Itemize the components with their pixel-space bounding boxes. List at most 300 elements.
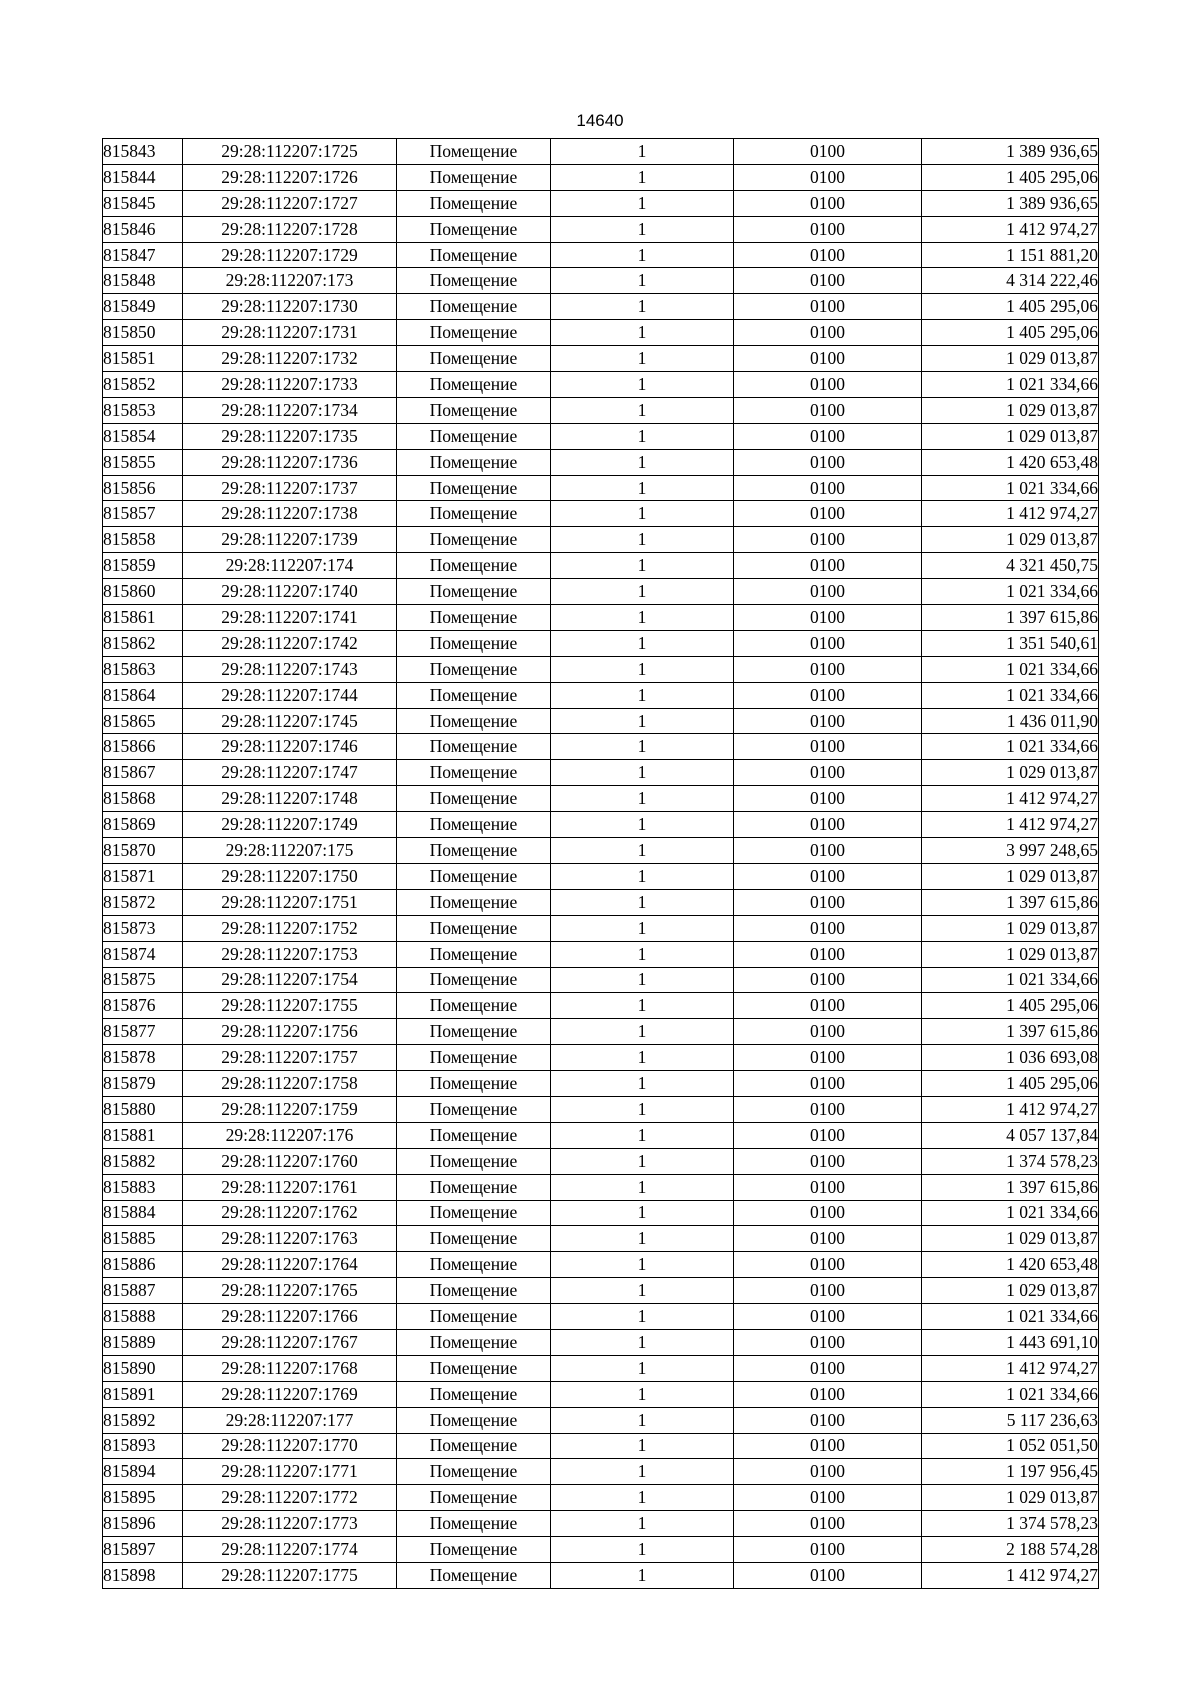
cadastral-number-cell: 29:28:112207:1747 <box>183 760 397 786</box>
quantity-cell: 1 <box>551 708 734 734</box>
row-number-cell: 815898 <box>103 1562 183 1588</box>
row-number-cell: 815843 <box>103 139 183 165</box>
table-row <box>103 941 1099 967</box>
cadastral-number-cell: 29:28:112207:173 <box>183 268 397 294</box>
cadastral-number-cell: 29:28:112207:1742 <box>183 630 397 656</box>
code-cell: 0100 <box>734 812 922 838</box>
row-number-cell: 815862 <box>103 630 183 656</box>
row-number-cell: 815886 <box>103 1252 183 1278</box>
cadastral-value-cell: 1 029 013,87 <box>922 1485 1099 1511</box>
cadastral-number-cell: 29:28:112207:1728 <box>183 216 397 242</box>
row-number-cell: 815883 <box>103 1174 183 1200</box>
table-row <box>103 605 1099 631</box>
quantity-cell: 1 <box>551 372 734 398</box>
row-number-cell: 815860 <box>103 579 183 605</box>
object-type-cell: Помещение <box>397 1278 551 1304</box>
quantity-cell: 1 <box>551 812 734 838</box>
object-type-cell: Помещение <box>397 1304 551 1330</box>
code-cell: 0100 <box>734 786 922 812</box>
object-type-cell: Помещение <box>397 656 551 682</box>
code-cell: 0100 <box>734 1304 922 1330</box>
row-number-cell: 815856 <box>103 475 183 501</box>
cadastral-value-cell: 1 397 615,86 <box>922 889 1099 915</box>
code-cell: 0100 <box>734 1148 922 1174</box>
row-number-cell: 815859 <box>103 553 183 579</box>
object-type-cell: Помещение <box>397 1019 551 1045</box>
code-cell: 0100 <box>734 372 922 398</box>
cadastral-value-cell: 5 117 236,63 <box>922 1407 1099 1433</box>
cadastral-number-cell: 29:28:112207:1748 <box>183 786 397 812</box>
object-type-cell: Помещение <box>397 1252 551 1278</box>
quantity-cell: 1 <box>551 553 734 579</box>
cadastral-value-cell: 1 029 013,87 <box>922 863 1099 889</box>
code-cell: 0100 <box>734 915 922 941</box>
row-number-cell: 815884 <box>103 1200 183 1226</box>
row-number-cell: 815848 <box>103 268 183 294</box>
code-cell: 0100 <box>734 708 922 734</box>
table-row <box>103 1045 1099 1071</box>
row-number-cell: 815864 <box>103 682 183 708</box>
table-row <box>103 1174 1099 1200</box>
table-row <box>103 1381 1099 1407</box>
quantity-cell: 1 <box>551 242 734 268</box>
code-cell: 0100 <box>734 1122 922 1148</box>
row-number-cell: 815858 <box>103 527 183 553</box>
cadastral-number-cell: 29:28:112207:1767 <box>183 1329 397 1355</box>
quantity-cell: 1 <box>551 397 734 423</box>
cadastral-number-cell: 29:28:112207:1733 <box>183 372 397 398</box>
code-cell: 0100 <box>734 1174 922 1200</box>
cadastral-number-cell: 29:28:112207:1769 <box>183 1381 397 1407</box>
object-type-cell: Помещение <box>397 372 551 398</box>
quantity-cell: 1 <box>551 1304 734 1330</box>
cadastral-value-cell: 1 029 013,87 <box>922 1278 1099 1304</box>
table-row <box>103 1278 1099 1304</box>
object-type-cell: Помещение <box>397 449 551 475</box>
row-number-cell: 815888 <box>103 1304 183 1330</box>
quantity-cell: 1 <box>551 1226 734 1252</box>
cadastral-value-cell: 1 412 974,27 <box>922 1562 1099 1588</box>
table-row <box>103 915 1099 941</box>
table-row <box>103 397 1099 423</box>
quantity-cell: 1 <box>551 139 734 165</box>
quantity-cell: 1 <box>551 630 734 656</box>
table-row <box>103 579 1099 605</box>
object-type-cell: Помещение <box>397 734 551 760</box>
code-cell: 0100 <box>734 656 922 682</box>
quantity-cell: 1 <box>551 1355 734 1381</box>
table-body <box>103 139 1099 1589</box>
table-row <box>103 1329 1099 1355</box>
quantity-cell: 1 <box>551 423 734 449</box>
cadastral-number-cell: 29:28:112207:1734 <box>183 397 397 423</box>
cadastral-number-cell: 29:28:112207:174 <box>183 553 397 579</box>
object-type-cell: Помещение <box>397 1174 551 1200</box>
object-type-cell: Помещение <box>397 1381 551 1407</box>
object-type-cell: Помещение <box>397 1355 551 1381</box>
quantity-cell: 1 <box>551 1329 734 1355</box>
cadastral-value-cell: 4 321 450,75 <box>922 553 1099 579</box>
object-type-cell: Помещение <box>397 216 551 242</box>
cadastral-number-cell: 29:28:112207:1755 <box>183 993 397 1019</box>
row-number-cell: 815849 <box>103 294 183 320</box>
code-cell: 0100 <box>734 1355 922 1381</box>
object-type-cell: Помещение <box>397 682 551 708</box>
cadastral-value-cell: 1 052 051,50 <box>922 1433 1099 1459</box>
quantity-cell: 1 <box>551 734 734 760</box>
table-row <box>103 1537 1099 1563</box>
row-number-cell: 815847 <box>103 242 183 268</box>
cadastral-number-cell: 29:28:112207:1746 <box>183 734 397 760</box>
row-number-cell: 815879 <box>103 1071 183 1097</box>
code-cell: 0100 <box>734 1200 922 1226</box>
table-row <box>103 863 1099 889</box>
cadastral-value-cell: 1 374 578,23 <box>922 1511 1099 1537</box>
table-row <box>103 682 1099 708</box>
table-row <box>103 838 1099 864</box>
table-row <box>103 1433 1099 1459</box>
cadastral-value-cell: 1 412 974,27 <box>922 812 1099 838</box>
row-number-cell: 815872 <box>103 889 183 915</box>
code-cell: 0100 <box>734 993 922 1019</box>
table-row <box>103 1096 1099 1122</box>
object-type-cell: Помещение <box>397 553 551 579</box>
code-cell: 0100 <box>734 1019 922 1045</box>
code-cell: 0100 <box>734 760 922 786</box>
row-number-cell: 815852 <box>103 372 183 398</box>
table-row <box>103 1226 1099 1252</box>
cadastral-value-cell: 1 412 974,27 <box>922 216 1099 242</box>
quantity-cell: 1 <box>551 1459 734 1485</box>
object-type-cell: Помещение <box>397 1096 551 1122</box>
quantity-cell: 1 <box>551 346 734 372</box>
quantity-cell: 1 <box>551 1071 734 1097</box>
object-type-cell: Помещение <box>397 423 551 449</box>
quantity-cell: 1 <box>551 1278 734 1304</box>
cadastral-number-cell: 29:28:112207:1773 <box>183 1511 397 1537</box>
row-number-cell: 815877 <box>103 1019 183 1045</box>
table-row <box>103 734 1099 760</box>
quantity-cell: 1 <box>551 1122 734 1148</box>
object-type-cell: Помещение <box>397 1200 551 1226</box>
cadastral-number-cell: 29:28:112207:1745 <box>183 708 397 734</box>
object-type-cell: Помещение <box>397 294 551 320</box>
table-row <box>103 372 1099 398</box>
row-number-cell: 815875 <box>103 967 183 993</box>
code-cell: 0100 <box>734 1562 922 1588</box>
cadastral-value-cell: 1 397 615,86 <box>922 605 1099 631</box>
table-row <box>103 1304 1099 1330</box>
cadastral-value-cell: 1 389 936,65 <box>922 139 1099 165</box>
cadastral-value-cell: 1 029 013,87 <box>922 760 1099 786</box>
quantity-cell: 1 <box>551 1381 734 1407</box>
cadastral-value-cell: 1 405 295,06 <box>922 164 1099 190</box>
row-number-cell: 815851 <box>103 346 183 372</box>
cadastral-value-cell: 1 029 013,87 <box>922 397 1099 423</box>
table-row <box>103 449 1099 475</box>
table-row <box>103 268 1099 294</box>
quantity-cell: 1 <box>551 501 734 527</box>
quantity-cell: 1 <box>551 268 734 294</box>
code-cell: 0100 <box>734 1045 922 1071</box>
cadastral-value-cell: 1 036 693,08 <box>922 1045 1099 1071</box>
code-cell: 0100 <box>734 501 922 527</box>
quantity-cell: 1 <box>551 605 734 631</box>
cadastral-value-cell: 1 029 013,87 <box>922 915 1099 941</box>
object-type-cell: Помещение <box>397 1459 551 1485</box>
object-type-cell: Помещение <box>397 268 551 294</box>
object-type-cell: Помещение <box>397 941 551 967</box>
object-type-cell: Помещение <box>397 164 551 190</box>
code-cell: 0100 <box>734 1433 922 1459</box>
table-row <box>103 993 1099 1019</box>
code-cell: 0100 <box>734 863 922 889</box>
row-number-cell: 815895 <box>103 1485 183 1511</box>
cadastral-value-cell: 1 021 334,66 <box>922 475 1099 501</box>
cadastral-number-cell: 29:28:112207:1760 <box>183 1148 397 1174</box>
table-row <box>103 786 1099 812</box>
cadastral-number-cell: 29:28:112207:1732 <box>183 346 397 372</box>
cadastral-number-cell: 29:28:112207:1739 <box>183 527 397 553</box>
object-type-cell: Помещение <box>397 967 551 993</box>
row-number-cell: 815894 <box>103 1459 183 1485</box>
cadastral-value-cell: 1 412 974,27 <box>922 1355 1099 1381</box>
page-number: 14640 <box>576 111 624 130</box>
row-number-cell: 815882 <box>103 1148 183 1174</box>
quantity-cell: 1 <box>551 475 734 501</box>
table-row <box>103 1407 1099 1433</box>
cadastral-value-cell: 1 412 974,27 <box>922 501 1099 527</box>
cadastral-value-cell: 4 314 222,46 <box>922 268 1099 294</box>
quantity-cell: 1 <box>551 1511 734 1537</box>
row-number-cell: 815869 <box>103 812 183 838</box>
row-number-cell: 815867 <box>103 760 183 786</box>
quantity-cell: 1 <box>551 838 734 864</box>
table-row <box>103 294 1099 320</box>
object-type-cell: Помещение <box>397 1045 551 1071</box>
code-cell: 0100 <box>734 190 922 216</box>
quantity-cell: 1 <box>551 993 734 1019</box>
cadastral-number-cell: 29:28:112207:1736 <box>183 449 397 475</box>
object-type-cell: Помещение <box>397 889 551 915</box>
cadastral-value-cell: 2 188 574,28 <box>922 1537 1099 1563</box>
quantity-cell: 1 <box>551 216 734 242</box>
cadastral-value-cell: 1 420 653,48 <box>922 1252 1099 1278</box>
object-type-cell: Помещение <box>397 1433 551 1459</box>
cadastral-number-cell: 29:28:112207:1730 <box>183 294 397 320</box>
cadastral-value-cell: 1 405 295,06 <box>922 993 1099 1019</box>
code-cell: 0100 <box>734 139 922 165</box>
row-number-cell: 815881 <box>103 1122 183 1148</box>
cadastral-value-cell: 1 021 334,66 <box>922 734 1099 760</box>
cadastral-value-cell: 1 436 011,90 <box>922 708 1099 734</box>
table-row <box>103 527 1099 553</box>
object-type-cell: Помещение <box>397 475 551 501</box>
code-cell: 0100 <box>734 268 922 294</box>
cadastral-value-cell: 1 021 334,66 <box>922 1304 1099 1330</box>
code-cell: 0100 <box>734 1511 922 1537</box>
row-number-cell: 815891 <box>103 1381 183 1407</box>
code-cell: 0100 <box>734 1381 922 1407</box>
row-number-cell: 815892 <box>103 1407 183 1433</box>
row-number-cell: 815854 <box>103 423 183 449</box>
code-cell: 0100 <box>734 941 922 967</box>
row-number-cell: 815890 <box>103 1355 183 1381</box>
object-type-cell: Помещение <box>397 1071 551 1097</box>
object-type-cell: Помещение <box>397 1485 551 1511</box>
quantity-cell: 1 <box>551 915 734 941</box>
quantity-cell: 1 <box>551 863 734 889</box>
cadastral-number-cell: 29:28:112207:1757 <box>183 1045 397 1071</box>
code-cell: 0100 <box>734 1071 922 1097</box>
cadastral-value-cell: 1 405 295,06 <box>922 294 1099 320</box>
object-type-cell: Помещение <box>397 708 551 734</box>
cadastral-value-cell: 1 397 615,86 <box>922 1019 1099 1045</box>
object-type-cell: Помещение <box>397 630 551 656</box>
row-number-cell: 815845 <box>103 190 183 216</box>
object-type-cell: Помещение <box>397 1537 551 1563</box>
cadastral-value-cell: 1 405 295,06 <box>922 1071 1099 1097</box>
code-cell: 0100 <box>734 164 922 190</box>
cadastral-number-cell: 29:28:112207:1753 <box>183 941 397 967</box>
object-type-cell: Помещение <box>397 838 551 864</box>
code-cell: 0100 <box>734 242 922 268</box>
cadastral-value-cell: 1 412 974,27 <box>922 786 1099 812</box>
row-number-cell: 815896 <box>103 1511 183 1537</box>
cadastral-value-cell: 4 057 137,84 <box>922 1122 1099 1148</box>
row-number-cell: 815865 <box>103 708 183 734</box>
cadastral-value-cell: 1 021 334,66 <box>922 682 1099 708</box>
row-number-cell: 815874 <box>103 941 183 967</box>
quantity-cell: 1 <box>551 656 734 682</box>
table-row <box>103 1019 1099 1045</box>
object-type-cell: Помещение <box>397 760 551 786</box>
cadastral-number-cell: 29:28:112207:1750 <box>183 863 397 889</box>
quantity-cell: 1 <box>551 190 734 216</box>
table-row <box>103 889 1099 915</box>
object-type-cell: Помещение <box>397 1122 551 1148</box>
object-type-cell: Помещение <box>397 527 551 553</box>
quantity-cell: 1 <box>551 889 734 915</box>
row-number-cell: 815855 <box>103 449 183 475</box>
code-cell: 0100 <box>734 1252 922 1278</box>
cadastral-number-cell: 29:28:112207:1766 <box>183 1304 397 1330</box>
table-row <box>103 1071 1099 1097</box>
code-cell: 0100 <box>734 1329 922 1355</box>
table-row <box>103 216 1099 242</box>
cadastral-number-cell: 29:28:112207:1740 <box>183 579 397 605</box>
table-row <box>103 1200 1099 1226</box>
cadastral-value-cell: 1 029 013,87 <box>922 346 1099 372</box>
cadastral-value-cell: 1 151 881,20 <box>922 242 1099 268</box>
cadastral-number-cell: 29:28:112207:1741 <box>183 605 397 631</box>
code-cell: 0100 <box>734 1407 922 1433</box>
table-row <box>103 630 1099 656</box>
code-cell: 0100 <box>734 449 922 475</box>
row-number-cell: 815850 <box>103 320 183 346</box>
cadastral-value-cell: 1 412 974,27 <box>922 1096 1099 1122</box>
cadastral-number-cell: 29:28:112207:1775 <box>183 1562 397 1588</box>
code-cell: 0100 <box>734 423 922 449</box>
cadastral-value-cell: 1 397 615,86 <box>922 1174 1099 1200</box>
cadastral-number-cell: 29:28:112207:1744 <box>183 682 397 708</box>
object-type-cell: Помещение <box>397 139 551 165</box>
cadastral-value-table <box>102 138 1099 1589</box>
quantity-cell: 1 <box>551 1148 734 1174</box>
quantity-cell: 1 <box>551 1485 734 1511</box>
code-cell: 0100 <box>734 1459 922 1485</box>
row-number-cell: 815868 <box>103 786 183 812</box>
quantity-cell: 1 <box>551 1096 734 1122</box>
cadastral-number-cell: 29:28:112207:1765 <box>183 1278 397 1304</box>
cadastral-number-cell: 29:28:112207:1726 <box>183 164 397 190</box>
table-row <box>103 1355 1099 1381</box>
cadastral-number-cell: 29:28:112207:1725 <box>183 139 397 165</box>
object-type-cell: Помещение <box>397 346 551 372</box>
object-type-cell: Помещение <box>397 579 551 605</box>
code-cell: 0100 <box>734 216 922 242</box>
cadastral-value-cell: 1 029 013,87 <box>922 527 1099 553</box>
code-cell: 0100 <box>734 294 922 320</box>
quantity-cell: 1 <box>551 967 734 993</box>
cadastral-number-cell: 29:28:112207:1764 <box>183 1252 397 1278</box>
quantity-cell: 1 <box>551 527 734 553</box>
cadastral-number-cell: 29:28:112207:1749 <box>183 812 397 838</box>
cadastral-value-cell: 1 197 956,45 <box>922 1459 1099 1485</box>
cadastral-number-cell: 29:28:112207:1763 <box>183 1226 397 1252</box>
code-cell: 0100 <box>734 1096 922 1122</box>
code-cell: 0100 <box>734 1485 922 1511</box>
cadastral-value-cell: 1 021 334,66 <box>922 579 1099 605</box>
row-number-cell: 815853 <box>103 397 183 423</box>
cadastral-number-cell: 29:28:112207:1751 <box>183 889 397 915</box>
quantity-cell: 1 <box>551 320 734 346</box>
cadastral-value-cell: 1 021 334,66 <box>922 967 1099 993</box>
table-row <box>103 760 1099 786</box>
code-cell: 0100 <box>734 1537 922 1563</box>
cadastral-number-cell: 29:28:112207:1752 <box>183 915 397 941</box>
row-number-cell: 815863 <box>103 656 183 682</box>
row-number-cell: 815844 <box>103 164 183 190</box>
cadastral-value-cell: 1 029 013,87 <box>922 423 1099 449</box>
object-type-cell: Помещение <box>397 242 551 268</box>
cadastral-value-cell: 1 374 578,23 <box>922 1148 1099 1174</box>
quantity-cell: 1 <box>551 1174 734 1200</box>
cadastral-number-cell: 29:28:112207:1743 <box>183 656 397 682</box>
quantity-cell: 1 <box>551 294 734 320</box>
code-cell: 0100 <box>734 553 922 579</box>
row-number-cell: 815893 <box>103 1433 183 1459</box>
quantity-cell: 1 <box>551 1045 734 1071</box>
table-row <box>103 475 1099 501</box>
object-type-cell: Помещение <box>397 812 551 838</box>
code-cell: 0100 <box>734 734 922 760</box>
quantity-cell: 1 <box>551 164 734 190</box>
object-type-cell: Помещение <box>397 397 551 423</box>
cadastral-number-cell: 29:28:112207:1761 <box>183 1174 397 1200</box>
quantity-cell: 1 <box>551 786 734 812</box>
cadastral-value-cell: 1 021 334,66 <box>922 1200 1099 1226</box>
cadastral-value-cell: 1 420 653,48 <box>922 449 1099 475</box>
cadastral-value-cell: 1 389 936,65 <box>922 190 1099 216</box>
code-cell: 0100 <box>734 397 922 423</box>
row-number-cell: 815887 <box>103 1278 183 1304</box>
code-cell: 0100 <box>734 1278 922 1304</box>
object-type-cell: Помещение <box>397 501 551 527</box>
quantity-cell: 1 <box>551 1562 734 1588</box>
cadastral-number-cell: 29:28:112207:1771 <box>183 1459 397 1485</box>
table-row <box>103 708 1099 734</box>
